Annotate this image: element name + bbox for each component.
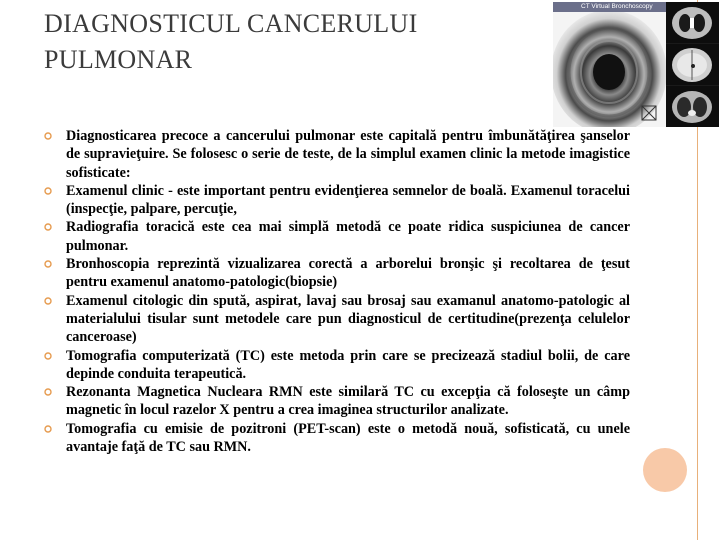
bullet-text: Bronhoscopia reprezintă vizualizarea corectă a arborelui bronşic şi recoltarea de ţesut pentru examenul anatomo-patologic(biopsie): [66, 256, 630, 291]
ring-bullet-icon: [44, 223, 52, 231]
bullet-item: [44, 420, 630, 457]
bullet-text: Radiografia toracică este cea mai simplă metodă ce poate ridica suspiciunea de cancer pulmonar.: [66, 219, 630, 254]
bullet-list: [44, 127, 630, 456]
ring-bullet-icon: [44, 132, 52, 140]
ring-bullet-icon: [44, 425, 52, 433]
ring-bullet-icon: [44, 297, 52, 305]
title-line-1: DIAGNOSTICUL CANCERULUI: [44, 9, 418, 38]
bullet-text: Examenul citologic din spută, aspirat, lavaj sau brosaj sau examanul anatomo-patologic al materialului tisular sunt metodele care pun diagnosticul de certitudine(prezenţa celulelor canceroase): [66, 292, 630, 346]
bullet-item: [44, 127, 630, 182]
bullet-item: [44, 292, 630, 347]
bullet-item: [44, 383, 630, 420]
bullet-text: Diagnosticarea precoce a cancerului pulmonar este capitală pentru îmbunătăţirea şanselor de supravieţuire. Se folosesc o serie de teste, de la simplul examen clinic la metode imagistice sofisticate:: [66, 128, 630, 181]
ring-bullet-icon: [44, 260, 52, 268]
bullet-item: [44, 218, 630, 255]
ct-scan-thumbnail-1: [666, 2, 719, 43]
ring-bullet-icon: [44, 388, 52, 396]
bullet-text: Tomografia cu emisie de pozitroni (PET-scan) este o metodă nouă, sofisticată, cu unele avantaje faţă de TC sau RMN.: [66, 420, 630, 456]
slide-title: [44, 6, 514, 78]
ring-bullet-icon: [44, 352, 52, 360]
ct-scan-thumbnail-3: [666, 86, 719, 127]
figure-header: CT Virtual Bronchoscopy: [553, 2, 666, 12]
bullet-text: Tomografia computerizată (TC) este metoda prin care se precizează stadiul bolii, de care depinde conduita terapeutică.: [66, 347, 630, 382]
virtual-bronchoscopy-figure: [553, 2, 719, 127]
decorative-circle: [643, 448, 687, 492]
endoscopic-view-image: [553, 12, 666, 127]
bullet-item: [44, 182, 630, 219]
bullet-item: [44, 347, 630, 384]
bullet-text: Examenul clinic - este important pentru evidenţierea semnelor de boală. Examenul toracelui (inspecţie, palpare, percuţie,: [66, 182, 630, 218]
title-line-2: PULMONAR: [44, 45, 193, 74]
bullet-item: [44, 255, 630, 292]
bullet-text: Rezonanta Magnetica Nucleara RMN este similară TC cu excepţia că foloseşte un câmp magnetic în locul razelor X pentru a crea imaginea structurilor analizate.: [66, 384, 630, 419]
ring-bullet-icon: [44, 187, 52, 195]
ct-scan-thumbnail-2: [666, 44, 719, 85]
